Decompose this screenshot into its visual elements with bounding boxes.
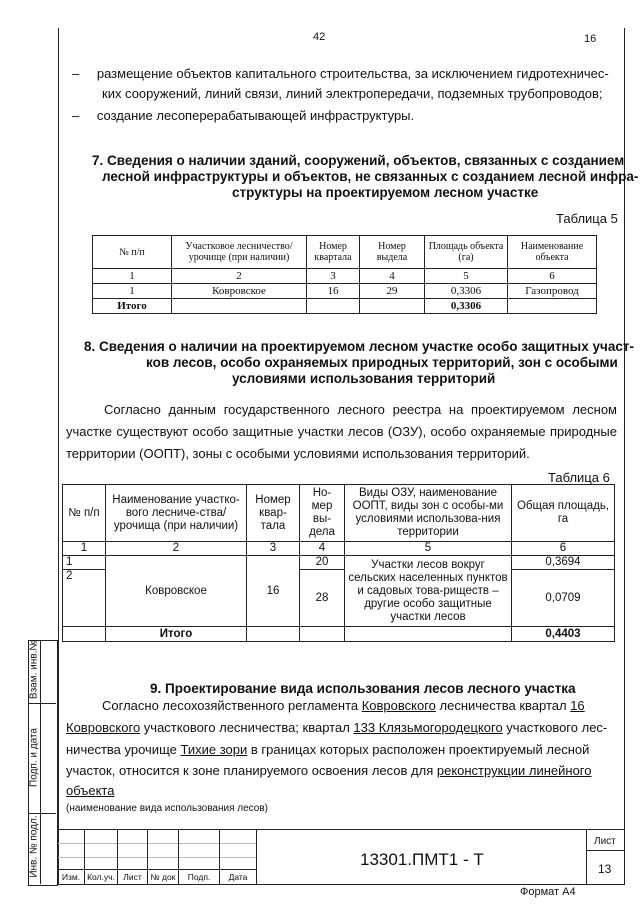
table-5 <box>92 235 597 314</box>
paragraph-line <box>102 698 640 713</box>
table-cell: 3 <box>247 542 300 556</box>
stamp-label: Кол.уч. <box>87 872 115 882</box>
bullet-dash: – <box>72 108 80 123</box>
table-cell <box>307 299 360 314</box>
table-cell: 1 <box>63 542 106 556</box>
table-cell: 2 <box>63 570 106 627</box>
section7-heading-line2: лесной инфраструктуры и объектов, не связанных с созданием лесной инфра- <box>102 169 639 184</box>
caption: (наименование вида использования лесов) <box>66 803 269 814</box>
side-stamp-label: Взам. инв.№ <box>28 639 40 700</box>
sheet-number: 13 <box>598 862 612 876</box>
bullet-text: создание лесоперерабатывающей инфраструктуры. <box>96 108 415 123</box>
table-cell: 6 <box>512 542 615 556</box>
table-cell <box>345 627 512 642</box>
col-header: Общая площадь, га <box>512 485 615 542</box>
col-header: Но-мер вы-дела <box>300 485 345 542</box>
col-header: Номер квар-тала <box>247 485 300 542</box>
bullet-dash: – <box>72 66 80 81</box>
total-label: Итого <box>106 627 247 642</box>
col-header: Площадь объекта (га) <box>425 236 508 269</box>
table-6 <box>62 484 615 642</box>
table-cell <box>508 299 597 314</box>
table-cell: Ковровское <box>172 284 307 299</box>
paragraph-line: территории (ООПТ), зоны с особыми условиями использования территорий. <box>66 446 530 461</box>
text: ничества урочище <box>66 742 181 757</box>
table-cell: 2 <box>172 269 307 284</box>
col-header: Участковое лесничество/урочище (при наличии) <box>172 236 307 269</box>
total-label: Итого <box>93 299 172 314</box>
stamp-column <box>58 829 85 884</box>
underlined-text: 133 Клязьмогородецкого <box>353 720 503 735</box>
stamp-column <box>85 829 118 884</box>
top-page-number: 42 <box>313 31 326 43</box>
text: лесничества квартал <box>435 698 571 713</box>
col-header: № п/п <box>93 236 172 269</box>
table-cell: 6 <box>508 269 597 284</box>
bullet-item <box>72 108 617 123</box>
table-cell: 16 <box>247 556 300 627</box>
section8-heading-line2: ков лесов, особо охраняемых природных территорий, зон с особыми <box>146 355 618 370</box>
total-value: 0,3306 <box>425 299 508 314</box>
table-cell: 5 <box>345 542 512 556</box>
table-cell: 5 <box>425 269 508 284</box>
table-cell: 1 <box>93 269 172 284</box>
table-cell: Ковровское <box>106 556 247 627</box>
document-code: 13301.ПМТ1 - Т <box>360 850 484 869</box>
stamp-label: Лист <box>123 872 142 882</box>
table-cell: Газопровод <box>508 284 597 299</box>
text: участкового лесничества; квартал <box>140 720 354 735</box>
paragraph-line <box>66 720 611 735</box>
table-cell: 0,3694 <box>512 556 615 570</box>
paragraph-line <box>66 742 611 757</box>
table-cell: 1 <box>93 284 172 299</box>
text: участкового лес- <box>502 720 608 735</box>
table-cell <box>172 299 307 314</box>
total-value: 0,4403 <box>512 627 615 642</box>
underlined-text: Тихие зори <box>180 742 248 757</box>
side-stamp-divider <box>40 640 41 884</box>
table-row <box>93 284 597 299</box>
text: Согласно лесохозяйственного регламента <box>102 698 362 713</box>
paragraph-line <box>66 763 611 778</box>
sheet-label: Лист <box>594 836 616 847</box>
table-row <box>63 542 615 556</box>
stamp-label: Дата <box>228 872 248 882</box>
table-cell: 20 <box>300 556 345 570</box>
underlined-text: 16 <box>570 698 585 713</box>
stamp-column <box>148 829 179 884</box>
table-row <box>63 556 615 570</box>
table-cell: Участки лесов вокруг сельских населенных пунктов и садовых това-риществ – другие особо защитные участки лесов <box>345 556 512 627</box>
stamp-label: Подп. <box>187 872 211 882</box>
section8-heading-line3: условиями использования территорий <box>232 371 496 386</box>
section7-heading-line3: структуры на проектируемом лесном участке <box>232 185 539 200</box>
paragraph-line: участке существуют особо защитные участки лесов (ОЗУ), особо охраняемые природные <box>66 424 617 439</box>
page-number: 16 <box>584 33 597 45</box>
table-cell <box>63 627 106 642</box>
table-cell: 1 <box>63 556 106 570</box>
bullet-text: размещение объектов капитального строительства, за исключением гидротехничес- <box>96 66 609 81</box>
stamp-column <box>179 829 220 884</box>
title-block-divider <box>586 829 587 884</box>
frame-left-border <box>58 28 59 884</box>
table6-label: Таблица 6 <box>548 470 610 485</box>
side-stamp-label: Инв. № подл. <box>28 815 40 878</box>
table-cell: 4 <box>300 542 345 556</box>
table-header-row <box>63 485 615 542</box>
section7-heading-line1: 7. Сведения о наличии зданий, сооружений, объектов, связанных с созданием <box>92 153 625 168</box>
table-cell: 29 <box>360 284 425 299</box>
underlined-text: Ковровского <box>66 720 141 735</box>
stamp-column <box>118 829 148 884</box>
col-header: Наименование участко-вого лесниче-ства/урочища (при наличии) <box>106 485 247 542</box>
table-cell: 2 <box>106 542 247 556</box>
table5-label: Таблица 5 <box>556 211 618 226</box>
stamp-label: № док <box>150 872 176 882</box>
col-header: № п/п <box>63 485 106 542</box>
table-cell: 0,3306 <box>425 284 508 299</box>
stamp-column <box>220 829 256 884</box>
col-header: Наименование объекта <box>508 236 597 269</box>
section8-heading-line1: 8. Сведения о наличии на проектируемом лесном участке особо защитных участ- <box>84 339 634 354</box>
bullet-item <box>72 66 617 81</box>
table-cell: 0,0709 <box>512 570 615 627</box>
bullet-continuation: ких сооружений, линий связи, линий электропередачи, подземных трубопроводов; <box>102 86 603 101</box>
table-cell <box>247 627 300 642</box>
table-cell: 28 <box>300 570 345 627</box>
table-cell: 16 <box>307 284 360 299</box>
table-cell: 4 <box>360 269 425 284</box>
format-label: Формат А4 <box>520 886 576 898</box>
col-header: Номер квартала <box>307 236 360 269</box>
paragraph-line: Согласно данным государственного лесного реестра на проектируемом лесном <box>104 402 617 417</box>
table-cell: 3 <box>307 269 360 284</box>
underlined-text: реконструкции линейного <box>436 763 592 778</box>
title-block-line <box>586 850 624 851</box>
table-cell <box>360 299 425 314</box>
side-stamp-label: Подп. и дата <box>28 728 40 787</box>
title-block-divider <box>256 829 257 884</box>
paragraph-line: объекта <box>66 783 115 798</box>
section9-heading: 9. Проектирование вида использования лесов лесного участка <box>150 681 576 696</box>
col-header: Номер выдела <box>360 236 425 269</box>
underlined-text: Ковровского <box>361 698 436 713</box>
text: участок, относится к зоне планируемого освоения лесов для <box>66 763 437 778</box>
frame-bottom-border <box>58 884 625 885</box>
table-row <box>93 269 597 284</box>
table-header-row <box>93 236 597 269</box>
col-header: Виды ОЗУ, наименование ООПТ, виды зон с особы-ми условиями использова-ния территории <box>345 485 512 542</box>
table-total-row <box>93 299 597 314</box>
table-total-row <box>63 627 615 642</box>
table-cell <box>300 627 345 642</box>
text: в границах которых расположен проектируемый лесной <box>247 742 590 757</box>
stamp-label: Изм. <box>61 872 81 882</box>
